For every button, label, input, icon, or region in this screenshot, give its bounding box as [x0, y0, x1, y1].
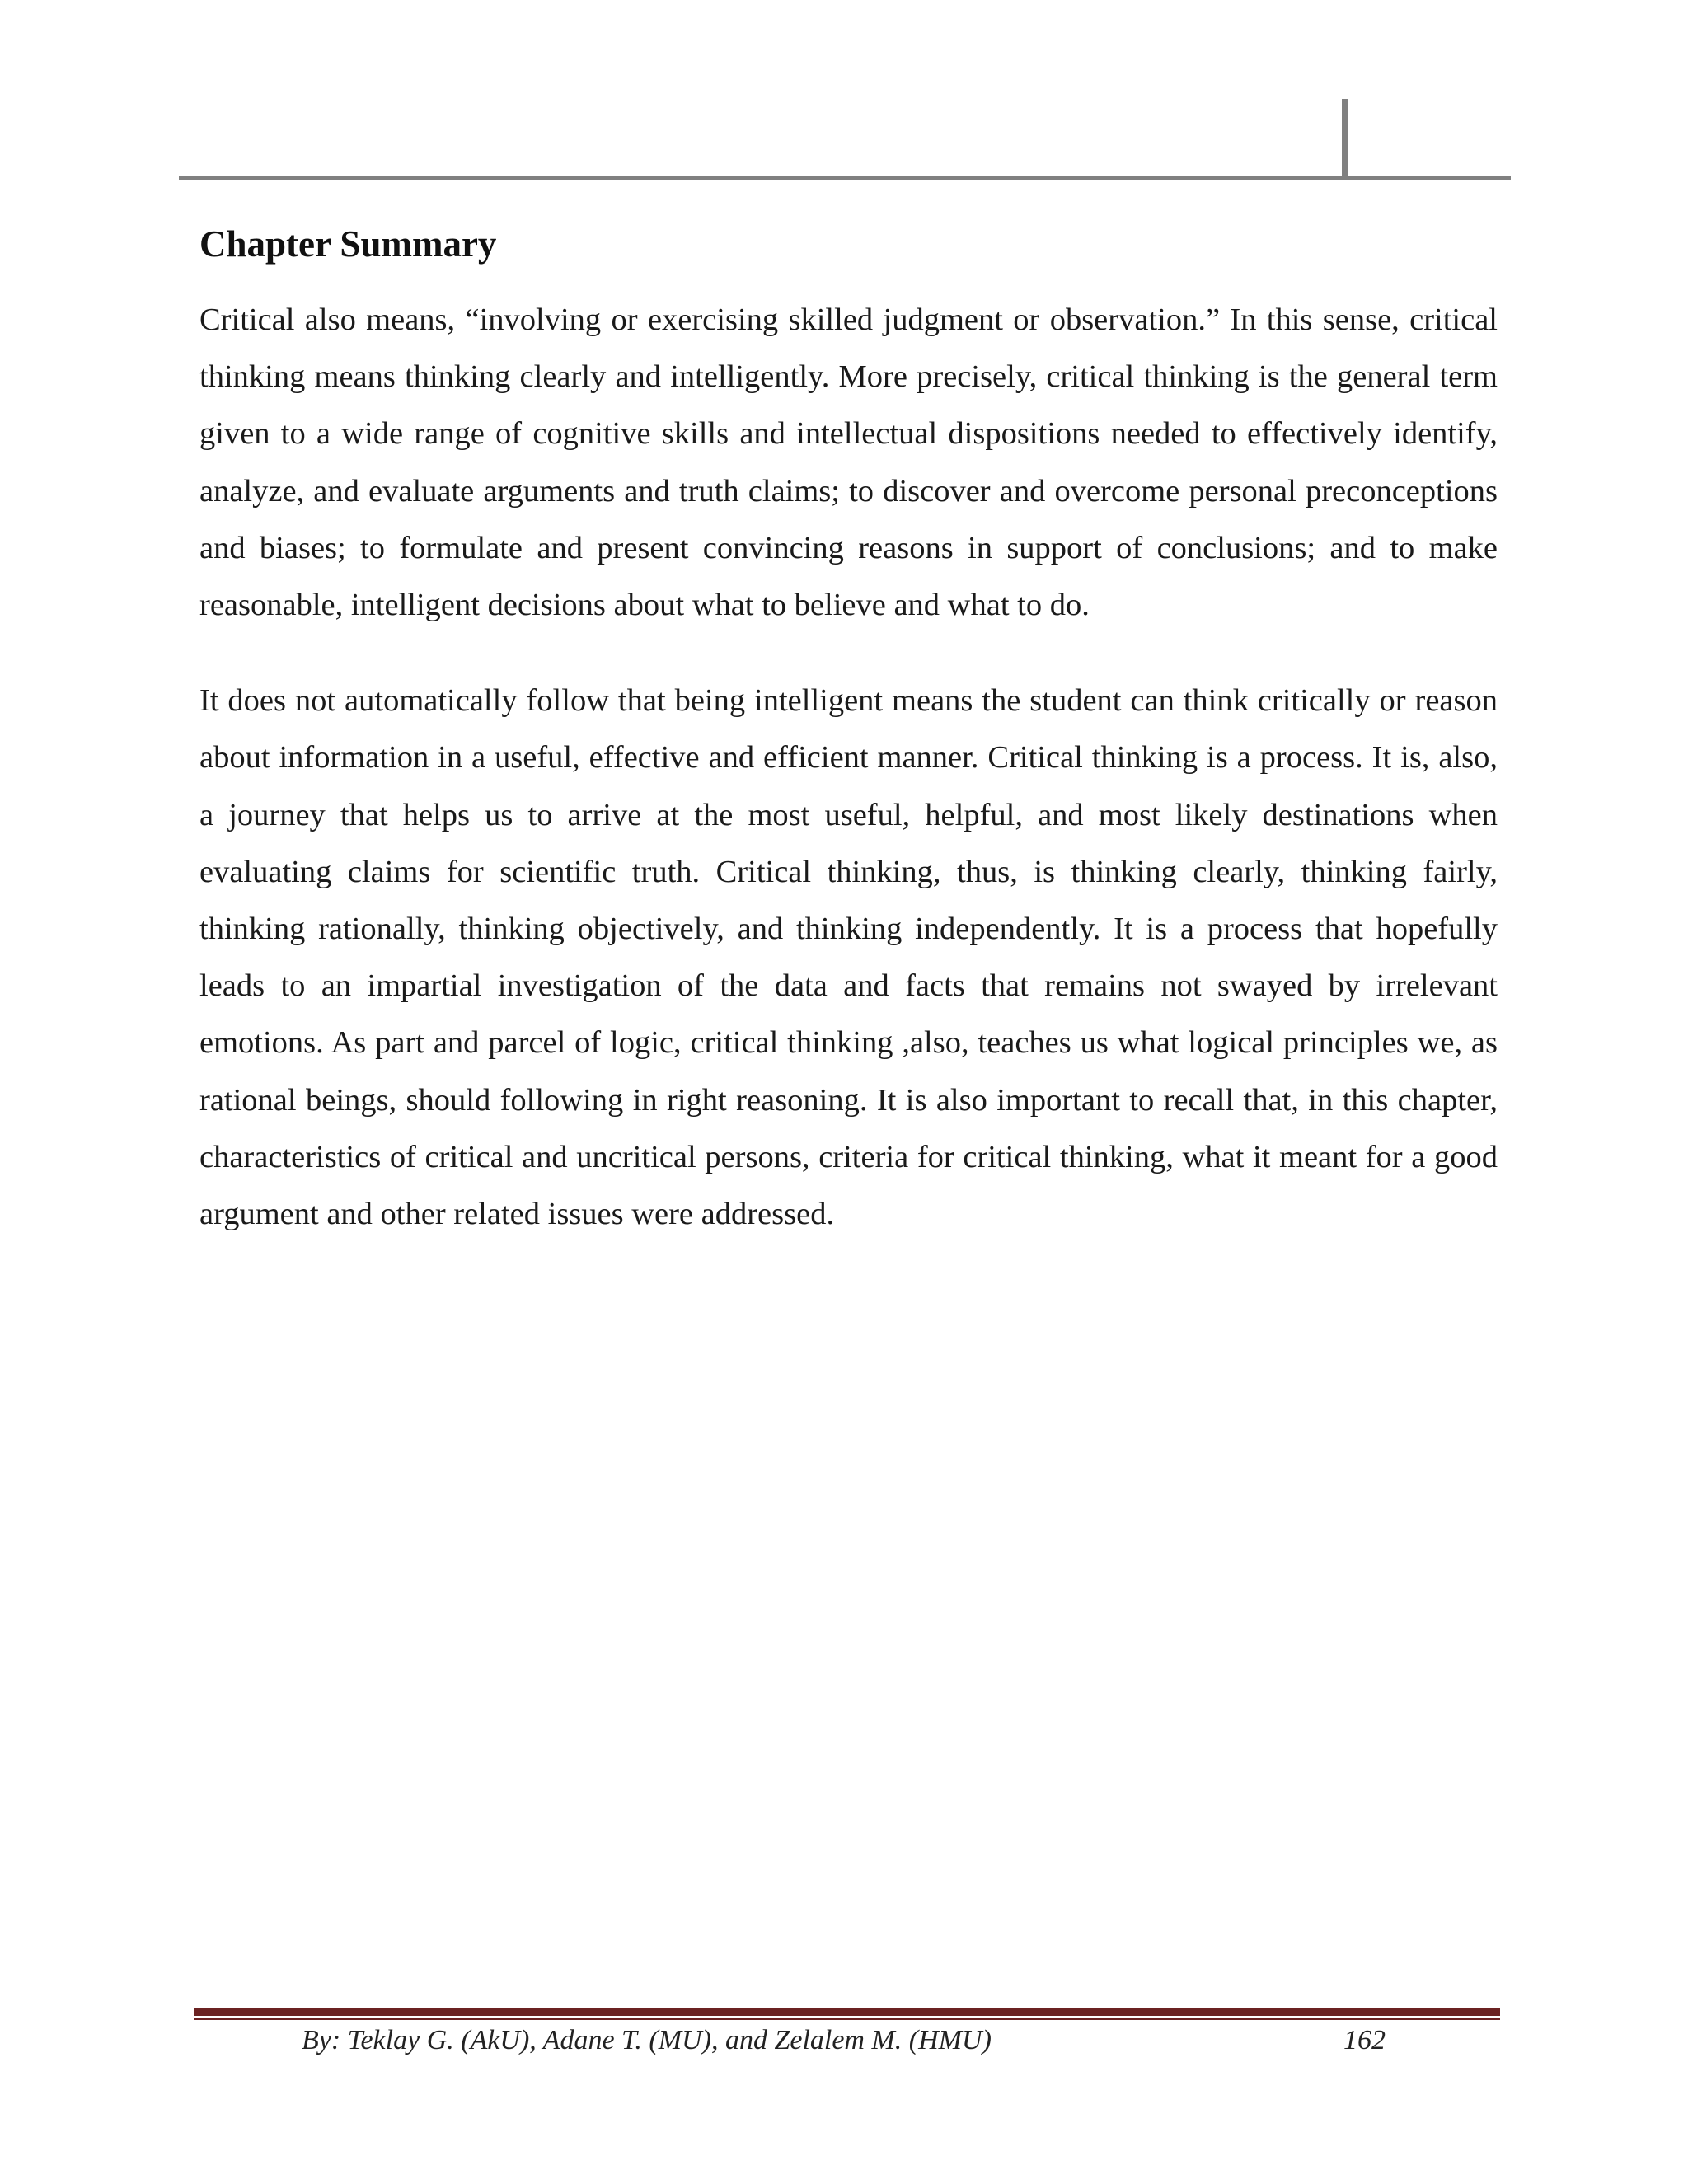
page-content [199, 219, 1498, 1282]
header-rule [179, 176, 1511, 180]
summary-paragraph-1: Critical also means, “involving or exercising skilled judgment or observation.” In this sense, critical thinking means thinking clearly and intelligently. More precisely, critical thinking is the general term given to a wide range of cognitive skills and intellectual dispositions needed to effectively identify, analyze, and evaluate arguments and truth claims; to discover and overcome personal preconceptions and biases; to formulate and present convincing reasons in support of conclusions; and to make reasonable, intelligent decisions about what to believe and what to do. [199, 302, 1498, 623]
header-tick [1342, 99, 1348, 180]
footer-rule [194, 2008, 1500, 2016]
footer-credit: By: Teklay G. (AkU), Adane T. (MU), and Zelalem M. (HMU) [302, 2025, 992, 2055]
page-title: Chapter Summary [199, 223, 497, 265]
summary-paragraph-2: It does not automatically follow that being intelligent means the student can think critically or reason about information in a useful, effective and efficient manner. Critical thinking is a process. It is, also, a journey that helps us to arrive at the most useful, helpful, and most likely destinations when evaluating claims for scientific truth. Critical thinking, thus, is thinking clearly, thinking fairly, thinking rationally, thinking objectively, and thinking independently. It is a process that hopefully leads to an impartial investigation of the data and facts that remains not swayed by irrelevant emotions. As part and parcel of logic, critical thinking ,also, teaches us what logical principles we, as rational beings, should following in right reasoning. It is also important to recall that, in this chapter, characteristics of critical and uncritical persons, criteria for critical thinking, what it meant for a good argument and other related issues were addressed. [199, 683, 1498, 1232]
page-number: 162 [1343, 2025, 1386, 2055]
